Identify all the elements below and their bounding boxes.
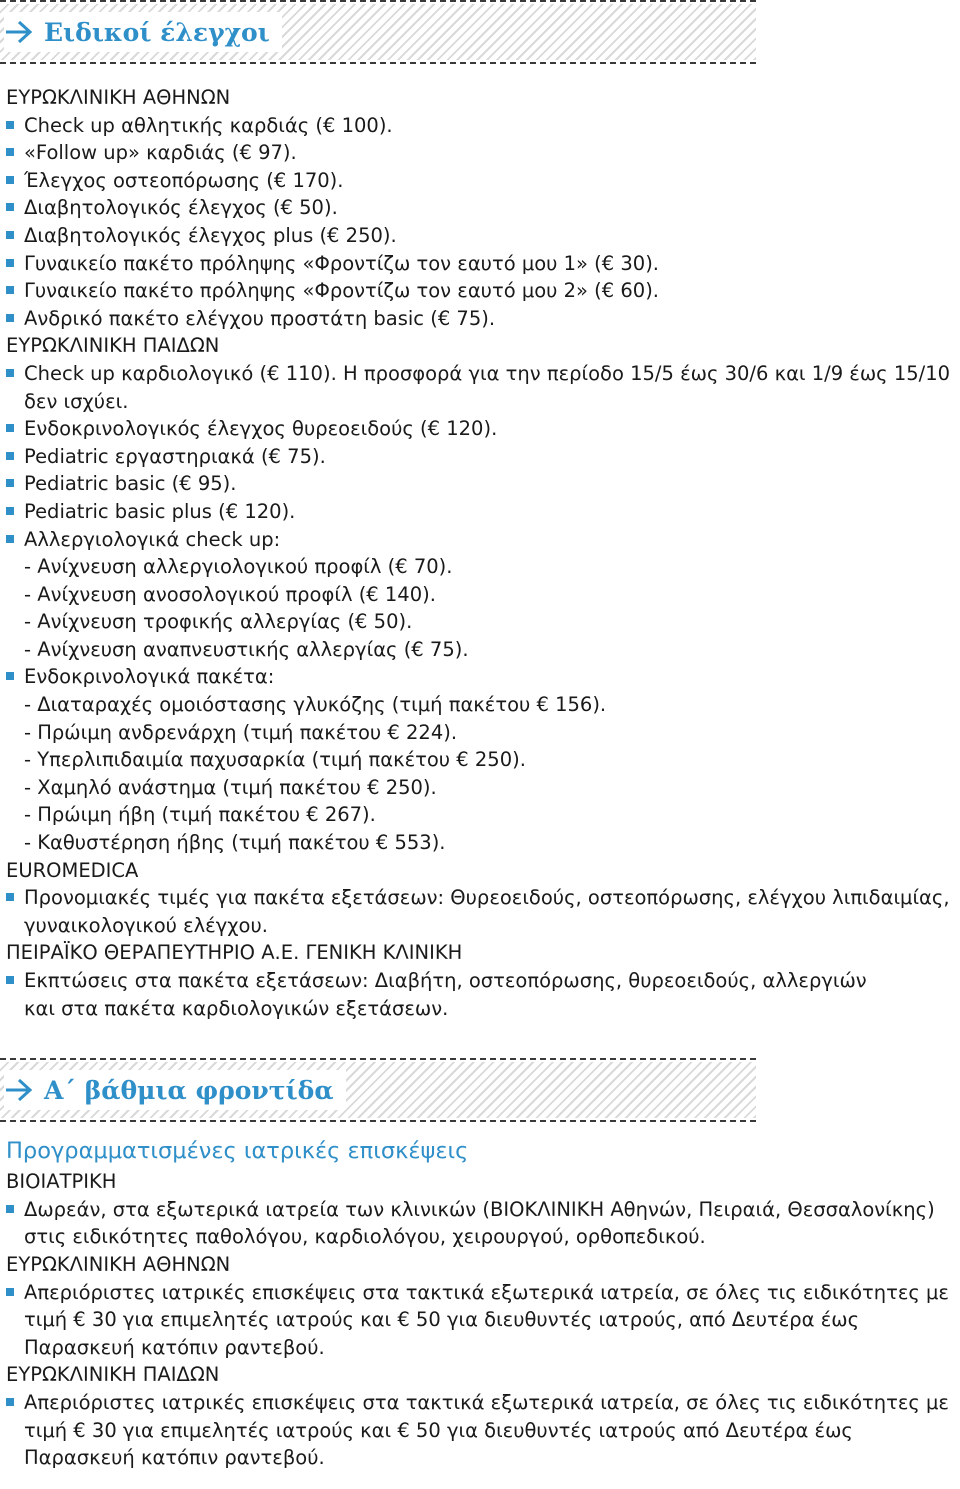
square-bullet-icon xyxy=(6,672,14,680)
offer-list xyxy=(6,1279,960,1362)
section-banner-special-checks xyxy=(0,0,756,64)
offer-subitem: - Ανίχνευση ανοσολογικού προφίλ (€ 140). xyxy=(24,582,436,606)
offer-text: Προνομιακές τιμές για πακέτα εξετάσεων: Θυρεοειδούς, οστεοπόρωσης, ελέγχου λιπιδαιμίας, γυναικολογικού ελέγχου. xyxy=(24,886,950,937)
square-bullet-icon xyxy=(6,893,14,901)
square-bullet-icon xyxy=(6,121,14,129)
offer-text: Check up καρδιολογικό (€ 110). Η προσφορά για την περίοδο 15/5 έως 30/6 και 1/9 έως 15/10 δεν ισχύει. xyxy=(24,361,951,413)
offer-item xyxy=(6,167,960,195)
offer-subitem: - Υπερλιπιδαιμία παχυσαρκία (τιμή πακέτου € 250). xyxy=(24,748,526,772)
offer-item xyxy=(6,967,960,1022)
section-title xyxy=(4,1070,346,1110)
square-bullet-icon xyxy=(6,314,14,322)
offer-text: Εκπτώσεις στα πακέτα εξετάσεων: Διαβήτη, οστεοπόρωσης, θυρεοειδούς, αλλεργιών xyxy=(24,969,867,992)
offer-list xyxy=(6,112,960,333)
dashed-rule-bottom xyxy=(0,1120,756,1122)
dashed-rule-top xyxy=(0,1058,756,1060)
dashed-rule-bottom xyxy=(0,62,756,64)
square-bullet-icon xyxy=(6,424,14,432)
offer-item xyxy=(6,470,960,498)
square-bullet-icon xyxy=(6,259,14,267)
offer-item xyxy=(6,139,960,167)
offer-item xyxy=(6,194,960,222)
offer-subitem: - Ανίχνευση αναπνευστικής αλλεργίας (€ 75). xyxy=(24,637,469,661)
offer-subitem: - Ανίχνευση τροφικής αλλεργίας (€ 50). xyxy=(24,610,413,634)
offer-list xyxy=(6,967,960,1022)
square-bullet-icon xyxy=(6,286,14,294)
offer-text: Pediatric basic plus (€ 120). xyxy=(24,499,296,523)
square-bullet-icon xyxy=(6,507,14,515)
square-bullet-icon xyxy=(6,203,14,211)
offer-text: Αλλεργιολογικά check up: xyxy=(24,527,281,551)
offer-item xyxy=(6,1279,960,1362)
square-bullet-icon xyxy=(6,452,14,460)
square-bullet-icon xyxy=(6,479,14,487)
square-bullet-icon xyxy=(6,176,14,184)
offer-subitem: - Καθυστέρηση ήβης (τιμή πακέτου € 553). xyxy=(24,831,446,855)
offer-text: Pediatric εργαστηριακά (€ 75). xyxy=(24,444,326,468)
offer-item xyxy=(6,1389,960,1472)
offer-text: Διαβητολογικός έλεγχος plus (€ 250). xyxy=(24,223,397,247)
section-gap xyxy=(0,1022,960,1056)
section-primary-care-groups xyxy=(6,1168,960,1472)
offer-subitem: - Ανίχνευση αλλεργιολογικού προφίλ (€ 70). xyxy=(24,555,453,579)
section-special-checks-body xyxy=(0,84,960,1022)
organization-name: ΕΥΡΩΚΛΙΝΙΚΗ ΑΘΗΝΩΝ xyxy=(6,1252,231,1276)
offer-text: Γυναικείο πακέτο πρόληψης «Φροντίζω τον εαυτό μου 2» (€ 60). xyxy=(24,279,660,303)
square-bullet-icon xyxy=(6,148,14,156)
offer-text: Pediatric basic (€ 95). xyxy=(24,472,237,496)
organization-name: ΕΥΡΩΚΛΙΝΙΚΗ ΠΑΙΔΩΝ xyxy=(6,334,220,358)
section-banner-primary-care xyxy=(0,1056,756,1122)
offer-text: Ενδοκρινολογικός έλεγχος θυρεοειδούς (€ 120). xyxy=(24,417,498,441)
offer-item xyxy=(6,222,960,250)
organization-name: ΒΙΟΙΑΤΡΙΚΗ xyxy=(6,1170,117,1194)
square-bullet-icon xyxy=(6,369,14,377)
offer-subitem: - Διαταραχές ομοιόστασης γλυκόζης (τιμή πακέτου € 156). xyxy=(24,693,607,717)
offer-text: Ανδρικό πακέτο ελέγχου προστάτη basic (€ 75). xyxy=(24,306,496,330)
offer-item xyxy=(6,884,960,939)
organization-name: ΕΥΡΩΚΛΙΝΙΚΗ ΑΘΗΝΩΝ xyxy=(6,86,231,109)
square-bullet-icon xyxy=(6,976,14,984)
offer-item xyxy=(6,415,960,443)
offer-text: Απεριόριστες ιατρικές επισκέψεις στα τακτικά εξωτερικά ιατρεία, σε όλες τις ειδικότητες με τιμή € 30 για επιμελητές ιατρούς και € 50 για διευθυντές ιατρούς από Δευτέρα έως Παρασκευή κατόπιν ραντεβού. xyxy=(24,1390,949,1470)
organization-name: EUROMEDICA xyxy=(6,858,139,882)
offer-subitem: - Χαμηλό ανάστημα (τιμή πακέτου € 250). xyxy=(24,775,437,799)
arrow-right-icon xyxy=(4,19,34,45)
section-title xyxy=(4,12,282,52)
offer-item xyxy=(6,112,960,140)
offer-list xyxy=(6,884,960,939)
organization-name: ΕΥΡΩΚΛΙΝΙΚΗ ΠΑΙΔΩΝ xyxy=(6,1363,220,1387)
offer-item xyxy=(6,305,960,333)
offer-item xyxy=(6,360,960,415)
offer-text: Έλεγχος οστεοπόρωσης (€ 170). xyxy=(24,168,344,192)
dashed-rule-top xyxy=(0,0,756,2)
square-bullet-icon xyxy=(6,1288,14,1296)
offer-subitem: - Πρώιμη ήβη (τιμή πακέτου € 267). xyxy=(24,803,376,827)
square-bullet-icon xyxy=(6,231,14,239)
square-bullet-icon xyxy=(6,1398,14,1406)
offer-item xyxy=(6,250,960,278)
square-bullet-icon xyxy=(6,535,14,543)
offer-list xyxy=(6,1389,960,1472)
organization-name: ΠΕΙΡΑΪΚΟ ΘΕΡΑΠΕΥΤΗΡΙΟ Α.Ε. ΓΕΝΙΚΗ ΚΛΙΝΙΚΗ xyxy=(6,941,463,965)
section-title-text: Ειδικοί έλεγχοι xyxy=(44,17,270,47)
section-primary-care-body xyxy=(0,1134,960,1472)
offer-item xyxy=(6,663,960,856)
offer-subitem: και στα πακέτα καρδιολογικών εξετάσεων. xyxy=(24,996,449,1020)
offer-text: Διαβητολογικός έλεγχος (€ 50). xyxy=(24,196,338,220)
offer-list xyxy=(6,360,960,857)
section-subheading: Προγραμματισμένες ιατρικές επισκέψεις xyxy=(6,1138,469,1165)
offer-text: Δωρεάν, στα εξωτερικά ιατρεία των κλινικών (ΒΙΟΚΛΙΝΙΚΗ Αθηνών, Πειραιά, Θεσσαλονίκης) στις ειδικότητες παθολόγου, καρδιολόγου, χειρουργού, ορθοπεδικού. xyxy=(24,1197,935,1249)
offer-text: Απεριόριστες ιατρικές επισκέψεις στα τακτικά εξωτερικά ιατρεία, σε όλες τις ειδικότητες με τιμή € 30 για επιμελητές ιατρούς και € 50 για διευθυντές ιατρούς, από Δευτέρα έως Παρασκευή κατόπιν ραντεβού. xyxy=(24,1280,949,1359)
arrow-right-icon xyxy=(4,1077,34,1103)
section-title-text: Α΄ βάθμια φροντίδα xyxy=(44,1075,334,1105)
square-bullet-icon xyxy=(6,1205,14,1213)
offer-item xyxy=(6,498,960,526)
offer-item xyxy=(6,1196,960,1251)
offer-text: Γυναικείο πακέτο πρόληψης «Φροντίζω τον εαυτό μου 1» (€ 30). xyxy=(24,251,660,275)
offer-item xyxy=(6,526,960,664)
offer-item xyxy=(6,277,960,305)
offer-text: «Follow up» καρδιάς (€ 97). xyxy=(24,141,297,165)
offer-item xyxy=(6,443,960,471)
offer-text: Ενδοκρινολογικά πακέτα: xyxy=(24,665,275,689)
offer-text: Check up αθλητικής καρδιάς (€ 100). xyxy=(24,113,393,137)
offer-list xyxy=(6,1196,960,1251)
offer-subitem: - Πρώιμη ανδρενάρχη (τιμή πακέτου € 224). xyxy=(24,720,458,744)
